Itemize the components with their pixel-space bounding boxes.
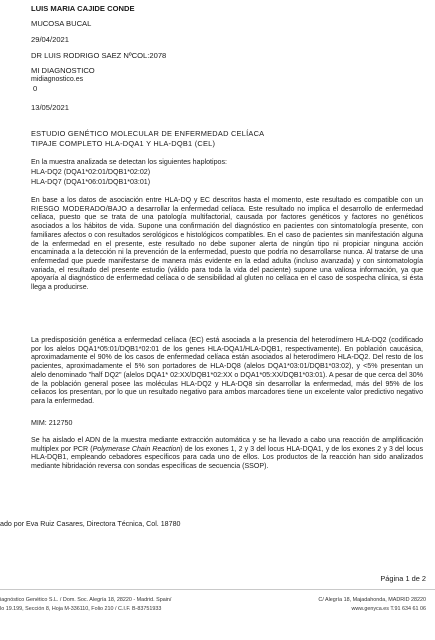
haplotypes-intro: En la muestra analizada se detectan los siguientes haplotipos: xyxy=(31,158,227,166)
study-title: ESTUDIO GENÉTICO MOLECULAR DE ENFERMEDAD CELÍACA xyxy=(31,129,265,138)
methods-paragraph xyxy=(31,437,423,472)
lab-site: midiagnostico.es xyxy=(31,76,84,83)
patient-name: LUIS MARIA CAJIDE CONDE xyxy=(31,4,135,13)
footer-registry-line: lo 19.199, Sección 8, Hoja M-336110, Folio 210 / C.I.F. B-83751933 xyxy=(0,606,162,612)
page-number: Página 1 de 2 xyxy=(380,574,426,583)
doctor-name: DR LUIS RODRIGO SAEZ NºCOL:2078 xyxy=(31,51,167,60)
mim-reference: MIM: 212750 xyxy=(31,419,73,427)
interpretation-body: a desarrollar la enfermedad celíaca. Este resultado no implica el desarrollo de enfermedad celíaca, puesto que se trata de una patología multifactorial, causada por factores genéticos y factores no genéticos asociados a los hábitos de vida. Supone una confirmación del diagnóstico en pacientes con sintomatología presente, con familiares afectos o con resultados serológicos e histológicos compatibles. En el caso de pacientes sin manifestación alguna de la enfermedad en el presente, este resultado no debe suponer alerta de ningún tipo ni propiciar ninguna acción encaminada a la detección ni la prevención de la enfermedad, puesto que podría no desarrollarse nunca. Al tratarse de una enfermedad que puede manifestarse de manera más evidente en la edad adulta (incluso avanzada) y con sintomatología variada, el resultado del presente estudio (válido para toda la vida del paciente) supone una valiosa información, ya que apoyaría al diagnóstico de enfermedad celíaca o de sensibilidad al gluten no celíaca en el caso de sospecha clínica, si ésta llega a producirse. xyxy=(31,205,423,292)
sample-date: 29/04/2021 xyxy=(31,35,70,44)
pcr-term: Polymerase Chain Reaction xyxy=(92,445,181,453)
interpretation-intro: En base a los datos de asociación entre HLA-DQ y EC descritos hasta el momento, este resultado es compatible con un xyxy=(31,197,423,204)
interpretation-paragraph xyxy=(31,197,423,293)
patient-code: 0 xyxy=(33,84,38,93)
predisposition-paragraph: La predisposición genética a enfermedad celíaca (EC) está asociada a la presencia del heterodímero HLA-DQ2 (codificado por los alelos DQA1*05:01/DQB1*02:01 de los genes HLA-DQA1/HLA-DQB1, respectivamente). En población caucásica, aproximadamente el 90% de los casos de enfermedad celíaca están asociados al heterodímero HLA-DQ2. Del resto de los pacientes, aproximadamente el 5% son portadores de HLA-DQ8 (alelos DQA1*03:01/DQB1*03:02), y <5% presentan un alelo denominado "half DQ2" (alelos DQA1* 02:XX/DQB1*02:XX o DQA1*05:XX/DQB1*03:01). A pesar de que cerca del 30% de la población general posee las moléculas HLA-DQ2 y HLA-DQ8 sin desarrollar la enfermedad, más del 95% de los celiacos los presentan, por lo que un resultado negativo para ambos marcadores tiene un excelente valor predictivo negativo para la enfermedad. xyxy=(31,337,423,406)
footer-company-line: iagnóstico Genético S.L. / Dom. Soc. Alegría 18, 28220 - Madrid. Spain/ xyxy=(0,597,172,603)
methods-body: ) de los exones 1, 2 y 3 del locus HLA-DQA1, y de los exones 2 y 3 del locus HLA-DQB1, empleando cebadores específicos para cada uno de ellos. Los productos de la reacción han sido analizados mediante hibridación reversa con sondas específicas de secuencia (SSOP). xyxy=(31,445,423,471)
sample-type: MUCOSA BUCAL xyxy=(31,19,92,28)
footer-divider xyxy=(0,589,435,590)
study-subtitle: TIPAJE COMPLETO HLA-DQA1 Y HLA-DQB1 (CEL) xyxy=(31,139,216,148)
haplotype-dq2: HLA-DQ2 (DQA1*02:01/DQB1*02:02) xyxy=(31,168,151,176)
lab-name: MI DIAGNOSTICO xyxy=(31,66,95,75)
methods-intro: Se ha aislado el ADN de la muestra mediante extracción automática y se ha llevado a cabo una reacción de amplificación multiplex por PCR ( xyxy=(31,437,423,453)
signature-line: ado por Eva Ruiz Casares, Directora Técnica, Col. 18780 xyxy=(0,520,181,528)
footer-address: C/ Alegría 18, Majadahonda, MADRID 28220 xyxy=(318,597,426,603)
report-date: 13/05/2021 xyxy=(31,103,70,112)
footer-contact: www.genyca.es T.91 634 61 06 xyxy=(351,606,426,612)
risk-level: RIESGO MODERADO/BAJO xyxy=(31,205,128,213)
haplotype-dq7: HLA-DQ7 (DQA1*06:01/DQB1*03:01) xyxy=(31,178,151,186)
